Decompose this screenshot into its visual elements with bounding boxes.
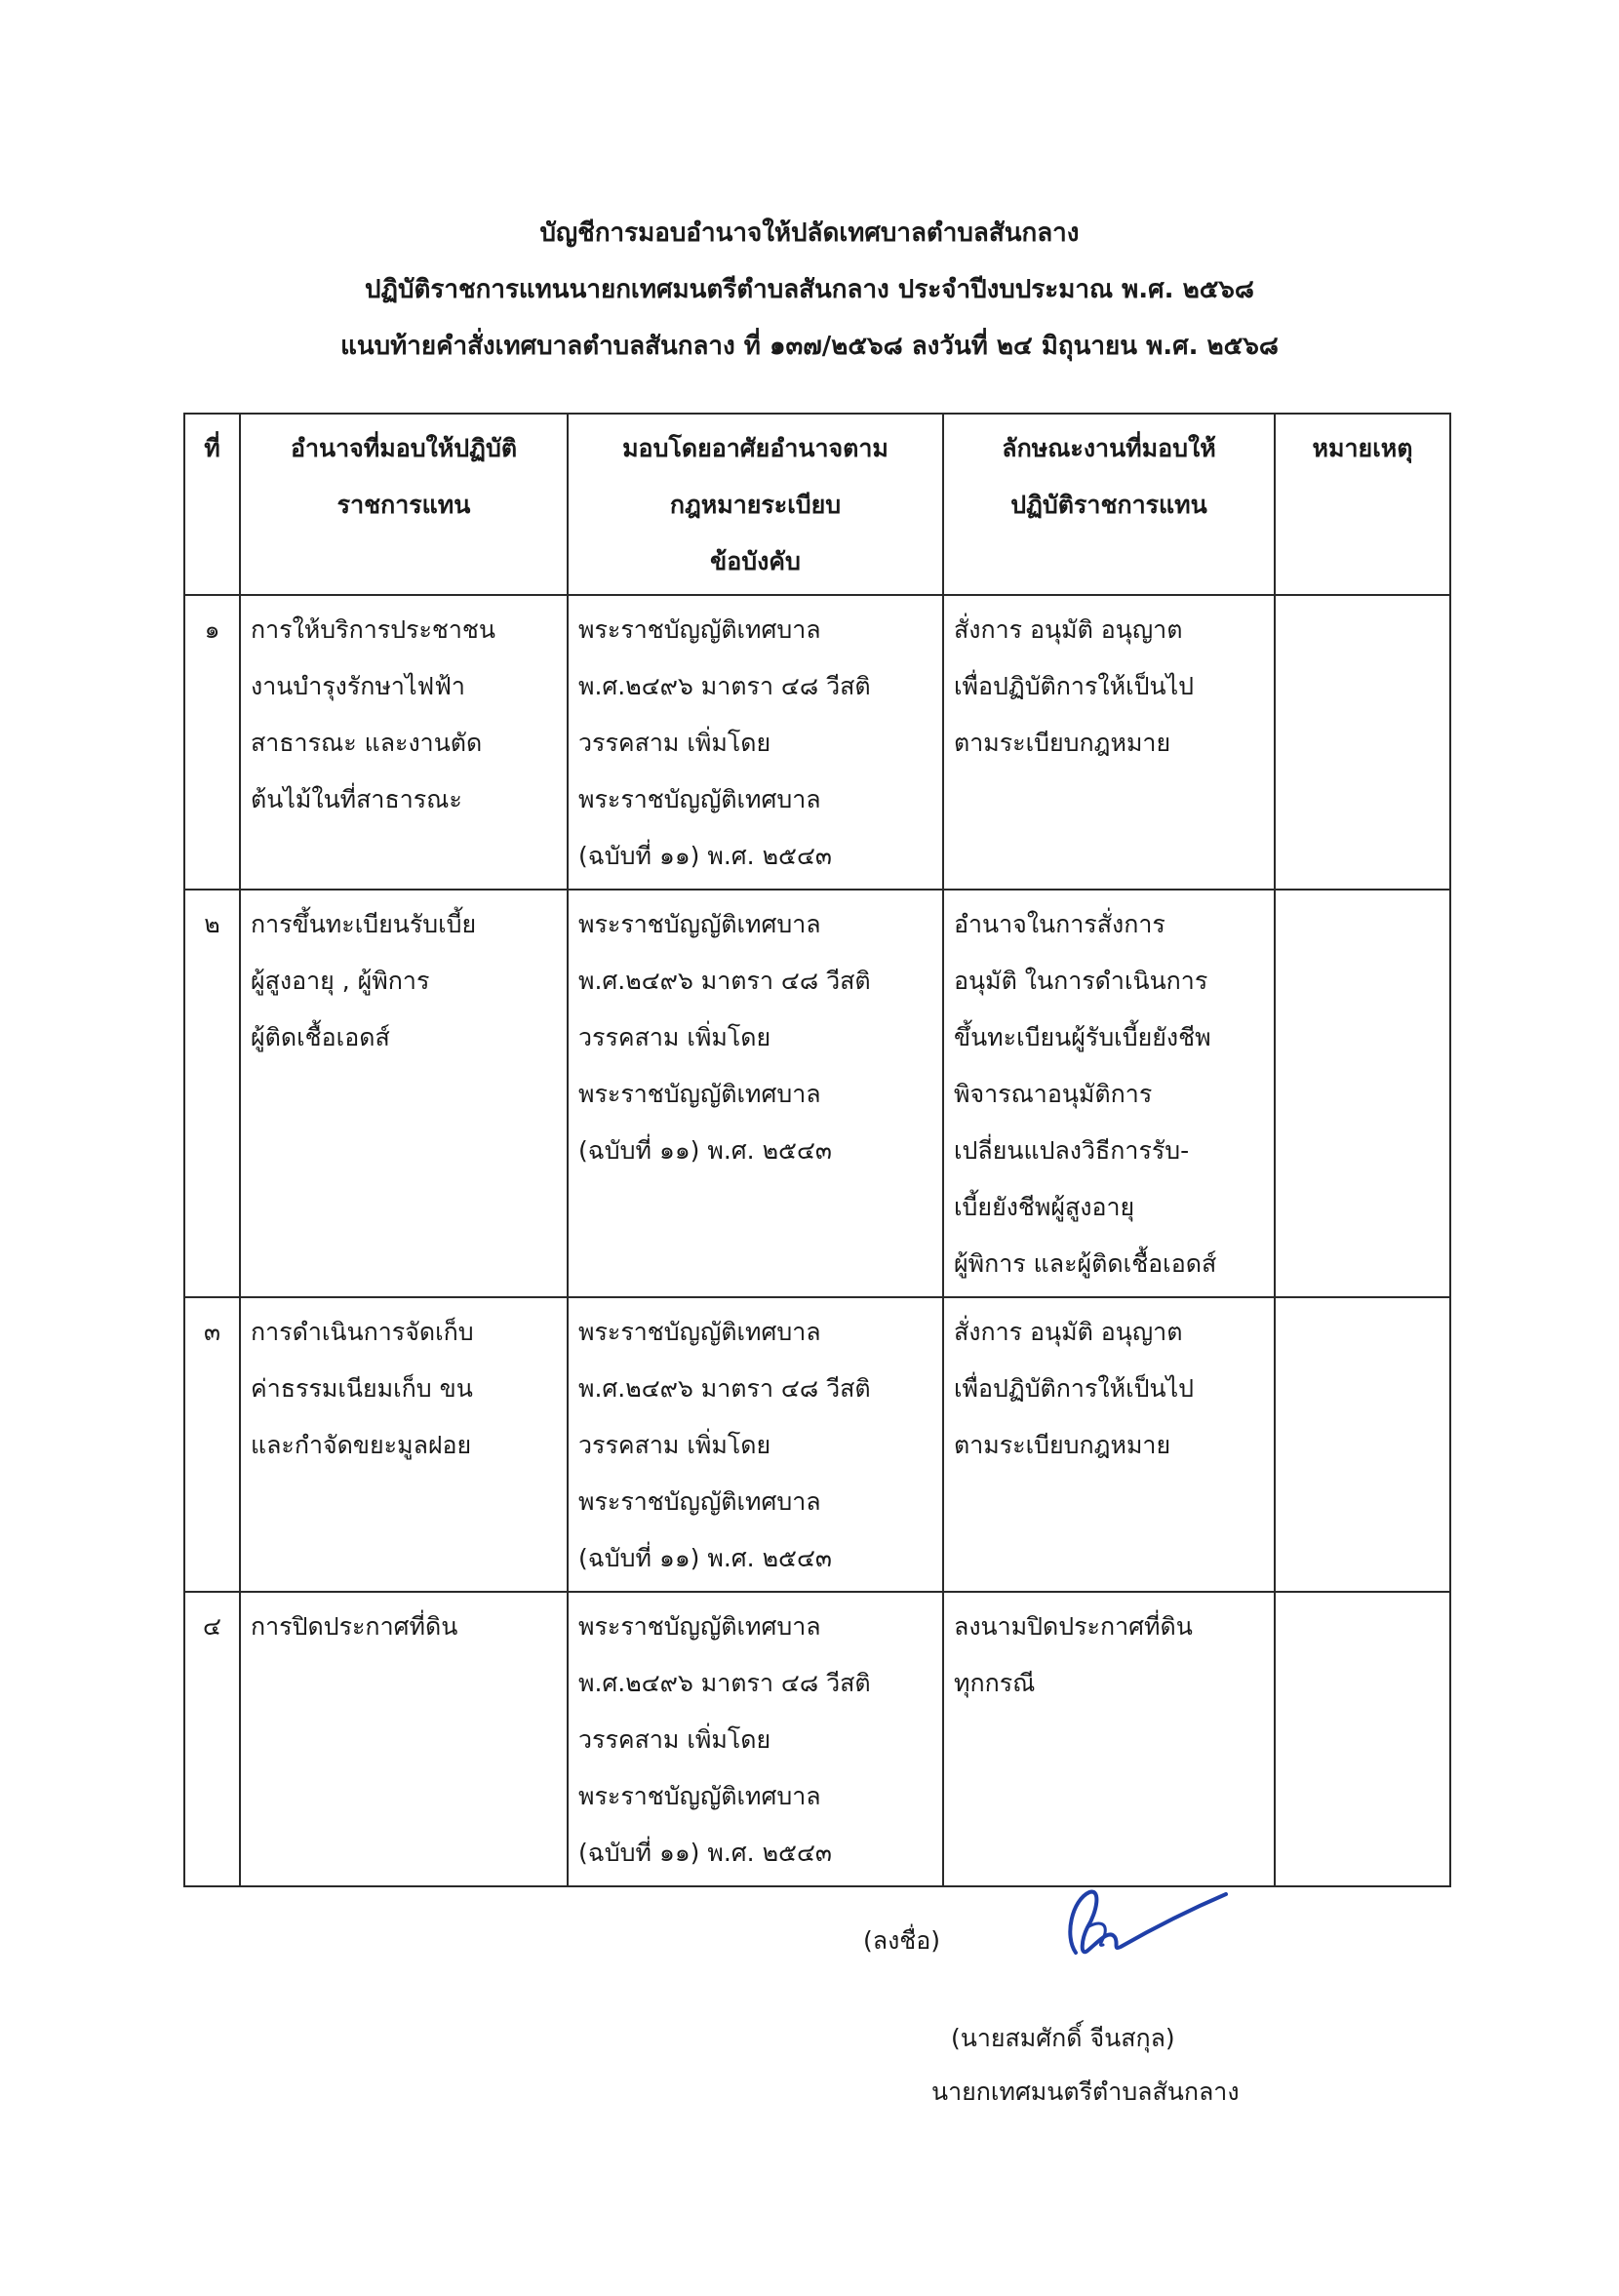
sign-label: (ลงชื่อ)	[863, 1926, 941, 1955]
authority-cell	[240, 1297, 568, 1592]
cell-text-line: งานบำรุงรักษาไฟฟ้า	[251, 672, 465, 700]
cell-text-line: การให้บริการประชาชน	[251, 615, 495, 644]
task-cell	[943, 890, 1275, 1297]
document-heading	[0, 205, 1619, 375]
cell-text-line: พระราชบัญญัติเทศบาล	[578, 615, 821, 644]
cell-text-line: พระราชบัญญัติเทศบาล	[578, 785, 821, 813]
cell-text-line: (ฉบับที่ ๑๑) พ.ศ. ๒๕๔๓	[578, 842, 832, 870]
remark-cell	[1275, 1297, 1450, 1592]
cell-text-line: ตามระเบียบกฎหมาย	[954, 729, 1171, 757]
cell-text-line: การดำเนินการจัดเก็บ	[251, 1318, 474, 1346]
cell-text-line: ต้นไม้ในที่สาธารณะ	[251, 785, 462, 813]
cell-text-line: สั่งการ อนุมัติ อนุญาต	[954, 615, 1183, 644]
cell-text-line: (ฉบับที่ ๑๑) พ.ศ. ๒๕๔๓	[578, 1136, 832, 1165]
header-legal-basis	[568, 414, 943, 595]
cell-text-line: วรรคสาม เพิ่มโดย	[578, 729, 771, 757]
signatory-position: นายกเทศมนตรีตำบลสันกลาง	[931, 2078, 1240, 2106]
cell-text-line: และกำจัดขยะมูลฝอย	[251, 1431, 472, 1459]
table-header-row	[184, 414, 1450, 595]
table-row	[184, 595, 1450, 890]
row-number: ๒	[184, 890, 240, 1297]
cell-text-line: พ.ศ.๒๔๙๖ มาตรา ๔๘ วีสติ	[578, 967, 871, 995]
table-row	[184, 1297, 1450, 1592]
cell-text-line: อำนาจในการสั่งการ	[954, 910, 1165, 938]
legal-basis-cell	[568, 595, 943, 890]
header-no: ที่	[184, 414, 240, 595]
cell-text-line: วรรคสาม เพิ่มโดย	[578, 1725, 771, 1754]
cell-text-line: เปลี่ยนแปลงวิธีการรับ-	[954, 1136, 1190, 1165]
cell-text-line: ลักษณะงานที่มอบให้	[1002, 434, 1216, 462]
remark-cell	[1275, 1592, 1450, 1886]
heading-line-1: บัญชีการมอบอำนาจให้ปลัดเทศบาลตำบลสันกลาง	[539, 218, 1080, 248]
cell-text-line: ทุกกรณี	[954, 1669, 1036, 1697]
cell-text-line: วรรคสาม เพิ่มโดย	[578, 1431, 771, 1459]
handwritten-signature-icon	[1058, 1882, 1234, 1970]
cell-text-line: ตามระเบียบกฎหมาย	[954, 1431, 1171, 1459]
cell-text-line: (ฉบับที่ ๑๑) พ.ศ. ๒๕๔๓	[578, 1839, 832, 1867]
legal-basis-cell	[568, 890, 943, 1297]
remark-cell	[1275, 890, 1450, 1297]
cell-text-line: ราชการแทน	[336, 491, 471, 519]
cell-text-line: พระราชบัญญัติเทศบาล	[578, 1487, 821, 1516]
cell-text-line: เพื่อปฏิบัติการให้เป็นไป	[954, 672, 1195, 700]
header-remark: หมายเหตุ	[1275, 414, 1450, 595]
cell-text-line: ผู้สูงอายุ , ผู้พิการ	[251, 967, 430, 995]
cell-text-line: (ฉบับที่ ๑๑) พ.ศ. ๒๕๔๓	[578, 1544, 832, 1572]
row-number: ๔	[184, 1592, 240, 1886]
legal-basis-cell	[568, 1297, 943, 1592]
cell-text-line: การปิดประกาศที่ดิน	[251, 1612, 458, 1641]
header-task	[943, 414, 1275, 595]
authority-cell	[240, 890, 568, 1297]
task-cell	[943, 1592, 1275, 1886]
cell-text-line: ลงนามปิดประกาศที่ดิน	[954, 1612, 1193, 1641]
legal-basis-cell	[568, 1592, 943, 1886]
cell-text-line: พระราชบัญญัติเทศบาล	[578, 1782, 821, 1810]
remark-cell	[1275, 595, 1450, 890]
task-cell	[943, 595, 1275, 890]
cell-text-line: ผู้พิการ และผู้ติดเชื้อเอดส์	[954, 1249, 1217, 1278]
cell-text-line: ค่าธรรมเนียมเก็บ ขน	[251, 1374, 473, 1403]
task-cell	[943, 1297, 1275, 1592]
authority-cell	[240, 595, 568, 890]
cell-text-line: วรรคสาม เพิ่มโดย	[578, 1023, 771, 1051]
cell-text-line: พ.ศ.๒๔๙๖ มาตรา ๔๘ วีสติ	[578, 1669, 871, 1697]
row-number: ๓	[184, 1297, 240, 1592]
table-row	[184, 1592, 1450, 1886]
cell-text-line: พิจารณาอนุมัติการ	[954, 1080, 1153, 1108]
header-authority	[240, 414, 568, 595]
cell-text-line: อนุมัติ ในการดำเนินการ	[954, 967, 1208, 995]
cell-text-line: พ.ศ.๒๔๙๖ มาตรา ๔๘ วีสติ	[578, 1374, 871, 1403]
cell-text-line: ขึ้นทะเบียนผู้รับเบี้ยยังชีพ	[954, 1023, 1211, 1051]
cell-text-line: กฎหมายระเบียบ	[669, 491, 842, 519]
cell-text-line: พระราชบัญญัติเทศบาล	[578, 1612, 821, 1641]
cell-text-line: เบี้ยยังชีพผู้สูงอายุ	[954, 1193, 1135, 1221]
cell-text-line: การขึ้นทะเบียนรับเบี้ย	[251, 910, 477, 938]
cell-text-line: ข้อบังคับ	[710, 547, 801, 575]
cell-text-line: มอบโดยอาศัยอำนาจตาม	[622, 434, 888, 462]
cell-text-line: พ.ศ.๒๔๙๖ มาตรา ๔๘ วีสติ	[578, 672, 871, 700]
cell-text-line: พระราชบัญญัติเทศบาล	[578, 1318, 821, 1346]
authority-cell	[240, 1592, 568, 1886]
heading-line-3: แนบท้ายคำสั่งเทศบาลตำบลสันกลาง ที่ ๑๓๗/๒๕๖๘ ลงวันที่ ๒๔ มิถุนายน พ.ศ. ๒๕๖๘	[340, 332, 1279, 361]
cell-text-line: สั่งการ อนุมัติ อนุญาต	[954, 1318, 1183, 1346]
row-number: ๑	[184, 595, 240, 890]
heading-line-2: ปฏิบัติราชการแทนนายกเทศมนตรีตำบลสันกลาง ประจำปีงบประมาณ พ.ศ. ๒๕๖๘	[365, 275, 1254, 304]
table-row	[184, 890, 1450, 1297]
delegation-table	[183, 413, 1451, 1887]
cell-text-line: พระราชบัญญัติเทศบาล	[578, 910, 821, 938]
cell-text-line: สาธารณะ และงานตัด	[251, 729, 483, 757]
cell-text-line: ผู้ติดเชื้อเอดส์	[251, 1023, 390, 1051]
cell-text-line: อำนาจที่มอบให้ปฏิบัติ	[290, 434, 518, 462]
cell-text-line: ปฏิบัติราชการแทน	[1010, 491, 1207, 519]
cell-text-line: พระราชบัญญัติเทศบาล	[578, 1080, 821, 1108]
signatory-name: (นายสมศักดิ์ จีนสกุล)	[951, 2024, 1175, 2052]
cell-text-line: เพื่อปฏิบัติการให้เป็นไป	[954, 1374, 1195, 1403]
